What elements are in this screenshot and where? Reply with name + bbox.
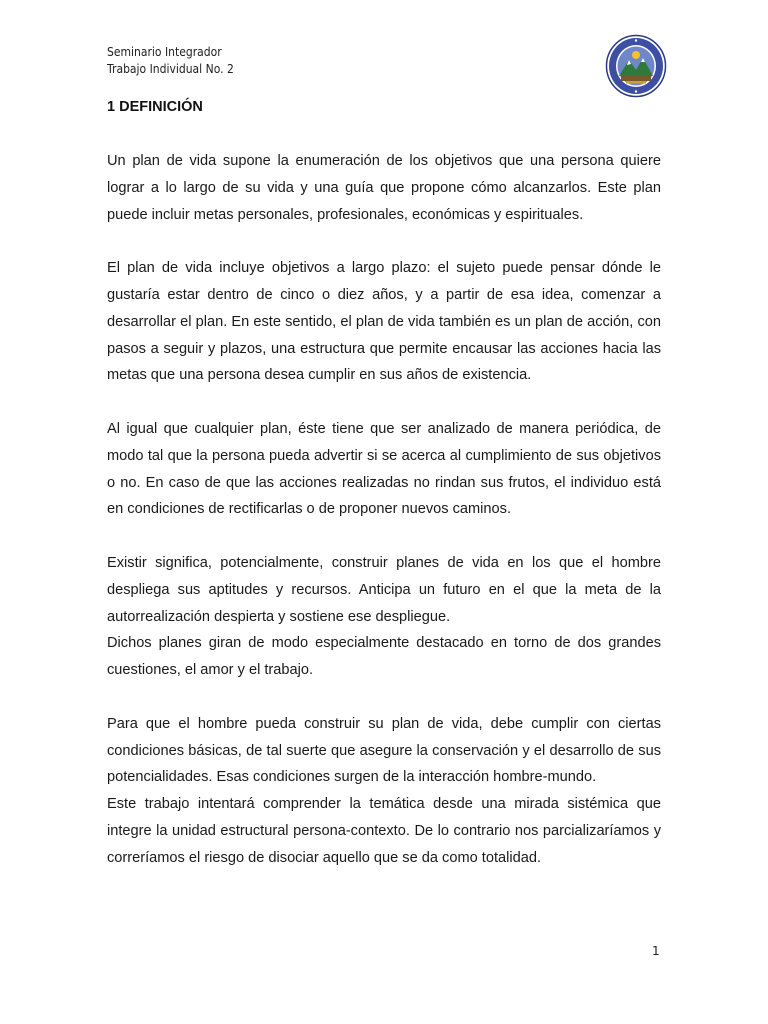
document-body — [107, 148, 661, 872]
page-header — [107, 44, 234, 78]
paragraph: Para que el hombre pueda construir su plan de vida, debe cumplir con ciertas condiciones básicas, de tal suerte que asegure la conservación y el desarrollo de sus potencialidades. Esas condiciones surgen de la interacción hombre-mundo. — [107, 715, 661, 786]
paragraph: Existir significa, potencialmente, construir planes de vida en los que el hombre despliega sus aptitudes y recursos. Anticipa un futuro en el que la meta de la autorrealización despierta y sostiene ese despliegue. — [107, 554, 661, 625]
header-course: Seminario Integrador — [107, 45, 222, 59]
paragraph: El plan de vida incluye objetivos a largo plazo: el sujeto puede pensar dónde le gustaría estar dentro de cinco o diez años, y a partir de esa idea, comenzar a desarrollar el plan. En este sentido, el plan de vida también es un plan de acción, con pasos a seguir y plazos, una estructura que permite encausar las acciones hacia las metas que una persona desea cumplir en sus años de existencia. — [107, 260, 661, 384]
paragraph: Dichos planes giran de modo especialmente destacado en torno de dos grandes cuestiones, el amor y el trabajo. — [107, 635, 661, 679]
page-number: 1 — [652, 944, 660, 958]
paragraph: Un plan de vida supone la enumeración de los objetivos que una persona quiere lograr a lo largo de su vida y una guía que propone cómo alcanzarlos. Este plan puede incluir metas personales, profesionales, económicas y espirituales. — [107, 153, 661, 223]
section-heading: 1 DEFINICIÓN — [107, 99, 203, 115]
paragraph: Este trabajo intentará comprender la temática desde una mirada sistémica que integre la unidad estructural persona-contexto. De lo contrario nos parcializaríamos y correríamos el riesgo de disociar aquello que se da como totalidad. — [107, 796, 661, 866]
university-seal-icon — [605, 34, 667, 98]
header-assignment: Trabajo Individual No. 2 — [107, 62, 234, 76]
paragraph: Al igual que cualquier plan, éste tiene que ser analizado de manera periódica, de modo tal que la persona pueda advertir si se acerca al cumplimiento de sus objetivos o no. En caso de que las acciones realizadas no rindan sus frutos, el individuo está en condiciones de rectificarlas o de proponer nuevos caminos. — [107, 420, 661, 518]
